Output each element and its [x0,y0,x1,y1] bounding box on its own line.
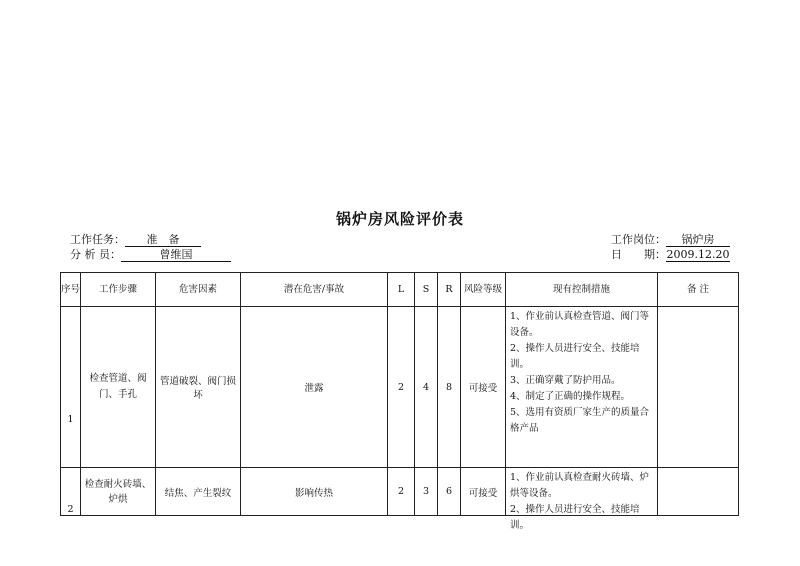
cell-r: 6 [438,468,461,516]
measure-line: 2、操作人员进行安全、技能培训。 [510,504,640,531]
table-row [61,307,739,468]
header-remark: 备 注 [658,273,739,307]
cell-l: 2 [388,307,415,468]
cell-potential: 泄露 [241,307,388,468]
header-measures: 现有控制措施 [506,273,658,307]
header-seq: 序号 [61,273,81,307]
measure-line: 1、作业前认真检查耐火砖墙、炉烘等设备。 [510,472,650,499]
task-label: 工作任务： [70,233,125,246]
cell-step: 检查管道、阀门、手孔 [81,307,156,468]
analyst-field [70,246,231,262]
header-potential: 潜在危害/事故 [241,273,388,307]
document-title: 锅炉房风险评价表 [335,210,464,228]
cell-r: 8 [438,307,461,468]
analyst-label: 分 析 员： [70,248,121,261]
post-field [611,231,730,247]
task-value: 准 备 [125,234,201,247]
analyst-value: 曾维国 [121,249,231,262]
cell-hazard: 结焦、产生裂纹 [156,468,241,516]
header-r: R [438,273,461,307]
post-value: 锅炉房 [666,234,730,247]
post-label: 工作岗位： [611,233,666,246]
measure-line: 2、操作人员进行安全、技能培训。 [510,343,640,370]
header-step: 工作步骤 [81,273,156,307]
measure-line: 5、选用有资质厂家生产的质量合格产品 [510,407,650,434]
cell-s: 4 [415,307,438,468]
cell-hazard: 管道破裂、阀门损坏 [156,307,241,468]
date-value: 2009.12.20 [666,248,730,261]
cell-remark [658,468,739,516]
date-field [611,246,730,262]
cell-measures [506,307,658,468]
cell-potential: 影响传热 [241,468,388,516]
cell-l: 2 [388,468,415,516]
cell-step: 检查耐火砖墙、炉烘 [81,468,156,516]
cell-seq: 2 [61,468,81,516]
cell-measures [506,468,658,531]
task-field [70,231,201,247]
table-row [61,468,739,516]
measure-line: 1、作业前认真检查管道、阀门等设备。 [510,311,650,338]
cell-level: 可接受 [461,468,506,516]
measures-clip [510,470,653,531]
header-l: L [388,273,415,307]
measure-line: 4、制定了正确的操作规程。 [510,391,631,402]
table-header-row [61,273,739,307]
header-level: 风险等级 [461,273,506,307]
cell-level: 可接受 [461,307,506,468]
date-label: 日 期： [611,248,666,261]
risk-table [60,272,739,531]
cell-remark [658,307,739,468]
header-hazard: 危害因素 [156,273,241,307]
header-s: S [415,273,438,307]
measure-line: 3、正确穿戴了防护用品。 [510,375,621,386]
cell-s: 3 [415,468,438,516]
cell-seq: 1 [61,307,81,468]
